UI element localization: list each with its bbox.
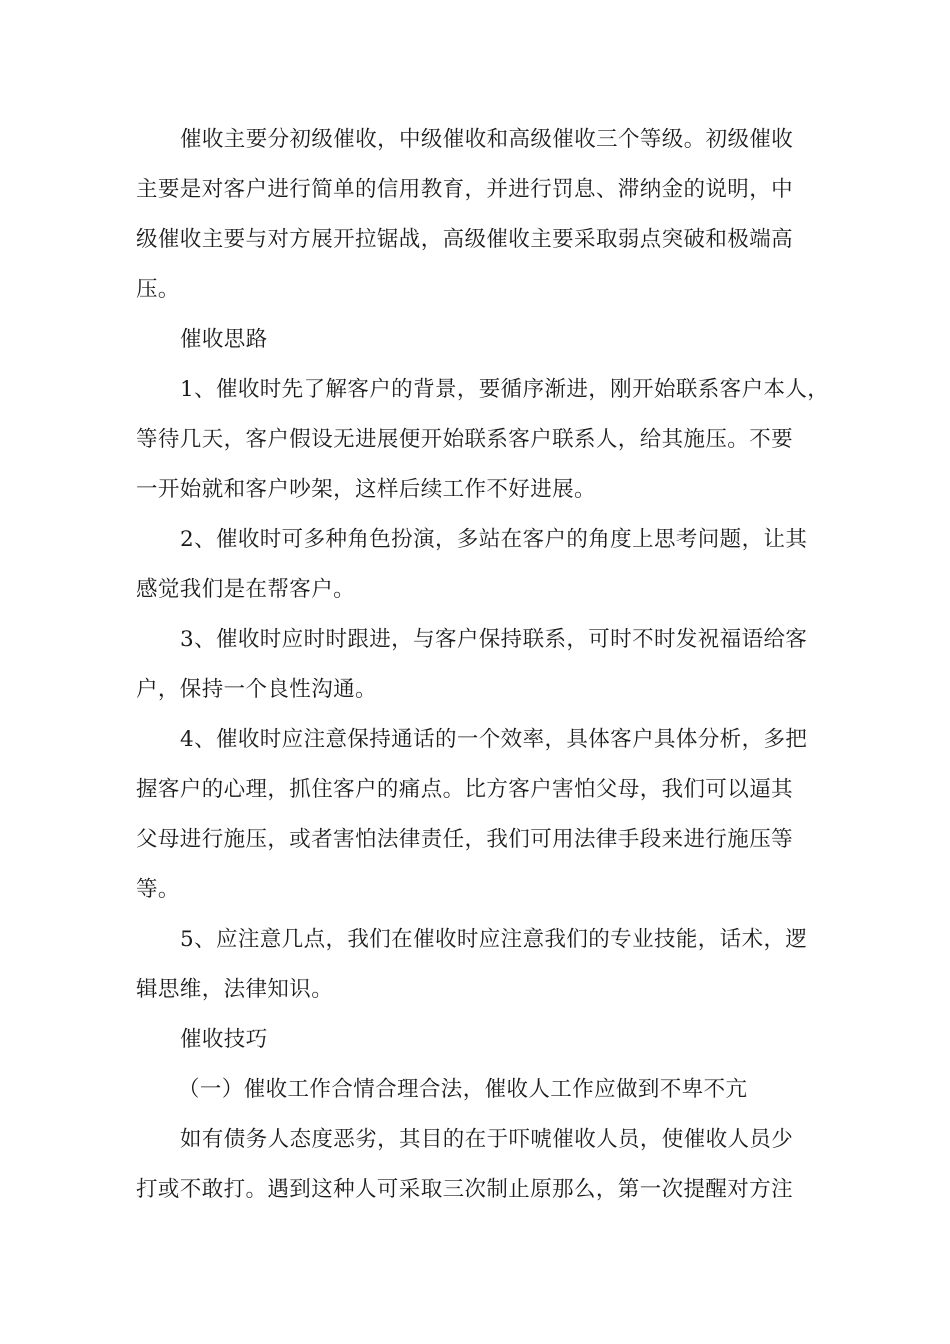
paragraph-line: 催收主要分初级催收，中级催收和高级催收三个等级。初级催收 <box>180 127 794 152</box>
paragraph-line: 户，保持一个良性沟通。 <box>136 677 377 702</box>
paragraph-line: 5、应注意几点，我们在催收时应注意我们的专业技能，话术，逻 <box>180 927 808 952</box>
paragraph-line: 3、催收时应时时跟进，与客户保持联系，可时不时发祝福语给客 <box>180 627 808 652</box>
paragraph-line: 打或不敢打。遇到这种人可采取三次制止原那么，第一次提醒对方注 <box>136 1177 794 1202</box>
paragraph-line: 压。 <box>136 277 180 302</box>
paragraph-line: 握客户的心理，抓住客户的痛点。比方客户害怕父母，我们可以逼其 <box>136 777 794 802</box>
paragraph-line: 如有债务人态度恶劣，其目的在于吓唬催收人员，使催收人员少 <box>180 1127 794 1152</box>
paragraph-line: 父母进行施压，或者害怕法律责任，我们可用法律手段来进行施压等 <box>136 827 794 852</box>
paragraph-line: 2、催收时可多种角色扮演，多站在客户的角度上思考问题，让其 <box>180 527 808 552</box>
subheading-item-one: （一）催收工作合情合理合法，催收人工作应做到不卑不亢 <box>178 1077 748 1102</box>
section-heading-collection-skills: 催收技巧 <box>180 1027 268 1052</box>
paragraph-line: 等待几天，客户假设无进展便开始联系客户联系人，给其施压。不要 <box>136 427 794 452</box>
paragraph-line: 主要是对客户进行简单的信用教育，并进行罚息、滞纳金的说明，中 <box>136 177 794 202</box>
paragraph-line: 1、催收时先了解客户的背景，要循序渐进，刚开始联系客户本人， <box>180 377 830 402</box>
paragraph-line: 一开始就和客户吵架，这样后续工作不好进展。 <box>136 477 596 502</box>
paragraph-line: 等。 <box>136 877 180 902</box>
paragraph-line: 辑思维，法律知识。 <box>136 977 334 1002</box>
paragraph-line: 级催收主要与对方展开拉锯战，高级催收主要采取弱点突破和极端高 <box>136 227 794 252</box>
paragraph-line: 感觉我们是在帮客户。 <box>136 577 356 602</box>
paragraph-line: 4、催收时应注意保持通话的一个效率，具体客户具体分析，多把 <box>180 727 808 752</box>
section-heading-collection-approach: 催收思路 <box>180 327 268 352</box>
